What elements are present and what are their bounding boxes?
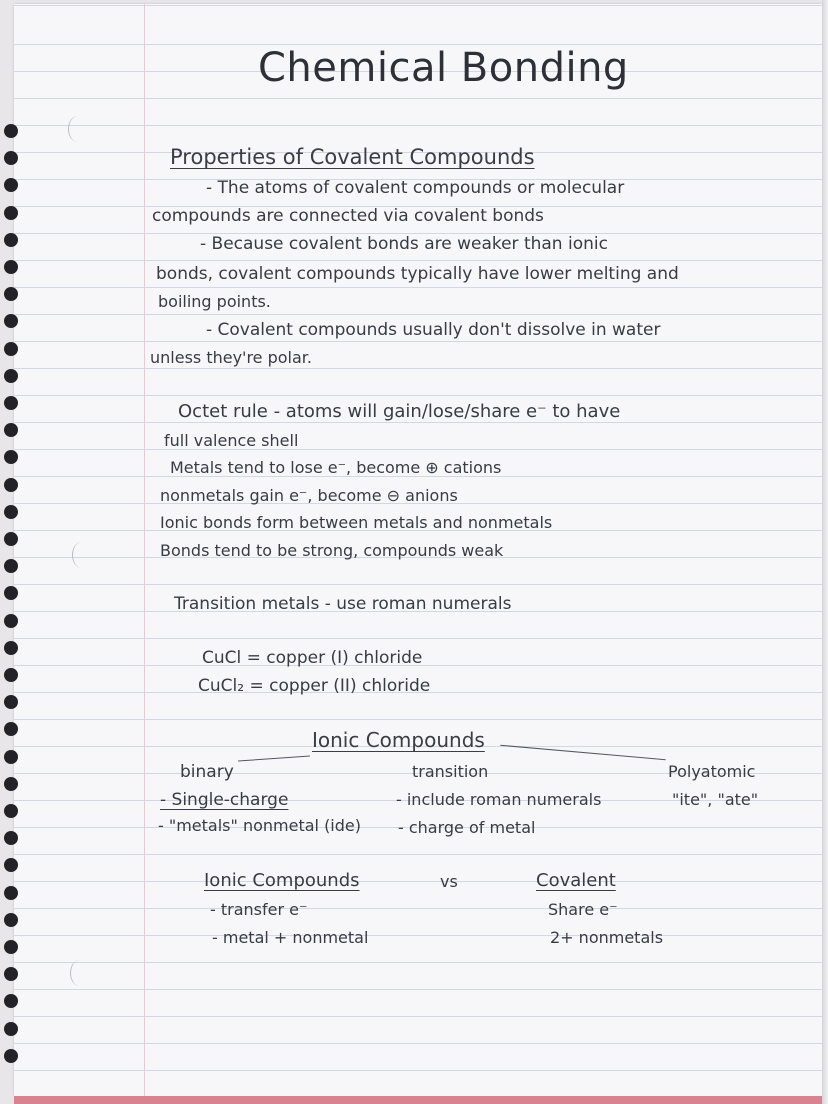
binder-hole bbox=[4, 233, 18, 247]
binder-hole bbox=[4, 858, 18, 872]
pencil-mark bbox=[68, 116, 87, 142]
page-title: Chemical Bonding bbox=[258, 45, 629, 91]
binder-hole bbox=[4, 668, 18, 682]
binder-holes bbox=[4, 124, 28, 1084]
binder-hole bbox=[4, 967, 18, 981]
ionic-detail: - transfer e⁻ bbox=[210, 900, 308, 919]
binder-hole bbox=[4, 831, 18, 845]
binder-hole bbox=[4, 994, 18, 1008]
binder-hole bbox=[4, 695, 18, 709]
binder-hole bbox=[4, 886, 18, 900]
naming-example: CuCl = copper (I) chloride bbox=[202, 648, 423, 668]
transition-detail: - include roman numerals bbox=[396, 790, 602, 809]
binder-hole bbox=[4, 586, 18, 600]
binder-hole bbox=[4, 559, 18, 573]
binder-hole bbox=[4, 178, 18, 192]
binder-hole bbox=[4, 396, 18, 410]
binder-hole bbox=[4, 777, 18, 791]
polyatomic-label: Polyatomic bbox=[668, 762, 756, 781]
binder-hole bbox=[4, 287, 18, 301]
binder-hole bbox=[4, 641, 18, 655]
comparison-covalent-heading: Covalent bbox=[536, 870, 616, 891]
covalent-line: - The atoms of covalent compounds or molecular bbox=[206, 178, 625, 198]
naming-example: CuCl₂ = copper (II) chloride bbox=[198, 676, 431, 696]
covalent-detail: Share e⁻ bbox=[548, 900, 618, 919]
covalent-heading: Properties of Covalent Compounds bbox=[170, 145, 535, 169]
octet-rule-line: full valence shell bbox=[164, 431, 299, 450]
ionic-detail: - metal + nonmetal bbox=[212, 928, 369, 947]
polyatomic-detail: "ite", "ate" bbox=[672, 790, 759, 809]
covalent-line: - Covalent compounds usually don't dissolve in water bbox=[206, 320, 661, 340]
octet-rule-line: Metals tend to lose e⁻, become ⊕ cations bbox=[170, 458, 502, 477]
comparison-ionic-heading: Ionic Compounds bbox=[204, 870, 360, 891]
binder-hole bbox=[4, 1049, 18, 1063]
margin-line bbox=[144, 4, 145, 1096]
binder-hole bbox=[4, 614, 18, 628]
binary-detail: - Single-charge bbox=[160, 790, 289, 810]
binder-hole bbox=[4, 369, 18, 383]
octet-rule-line: Ionic bonds form between metals and nonmetals bbox=[160, 513, 553, 532]
binary-detail: - "metals" nonmetal (ide) bbox=[158, 816, 361, 835]
ionic-tree-heading: Ionic Compounds bbox=[312, 728, 485, 752]
transition-detail: - charge of metal bbox=[398, 818, 536, 837]
page-edge bbox=[822, 0, 828, 1104]
page-bottom-edge bbox=[14, 1096, 822, 1104]
octet-rule-line: Octet rule - atoms will gain/lose/share e⁻ to have bbox=[178, 401, 621, 422]
binder-hole bbox=[4, 478, 18, 492]
binder-hole bbox=[4, 532, 18, 546]
binary-label: binary bbox=[180, 762, 234, 782]
binder-hole bbox=[4, 804, 18, 818]
binder-hole bbox=[4, 913, 18, 927]
binder-hole bbox=[4, 750, 18, 764]
binder-hole bbox=[4, 450, 18, 464]
binder-hole bbox=[4, 124, 18, 138]
pencil-mark bbox=[70, 960, 89, 986]
covalent-detail: 2+ nonmetals bbox=[550, 928, 664, 947]
binder-hole bbox=[4, 151, 18, 165]
binder-hole bbox=[4, 722, 18, 736]
covalent-line: compounds are connected via covalent bonds bbox=[152, 206, 544, 226]
transition-metals-line: Transition metals - use roman numerals bbox=[174, 594, 512, 614]
covalent-line: - Because covalent bonds are weaker than ionic bbox=[200, 234, 608, 254]
binder-hole bbox=[4, 342, 18, 356]
octet-rule-line: nonmetals gain e⁻, become ⊖ anions bbox=[160, 486, 458, 505]
binder-hole bbox=[4, 314, 18, 328]
covalent-line: bonds, covalent compounds typically have lower melting and bbox=[156, 264, 679, 284]
octet-rule-line: Bonds tend to be strong, compounds weak bbox=[160, 541, 504, 560]
binder-hole bbox=[4, 940, 18, 954]
covalent-line: unless they're polar. bbox=[150, 348, 312, 367]
binder-hole bbox=[4, 260, 18, 274]
transition-label: transition bbox=[412, 762, 489, 781]
comparison-vs: vs bbox=[440, 872, 458, 891]
covalent-line: boiling points. bbox=[158, 292, 271, 311]
binder-hole bbox=[4, 1022, 18, 1036]
binder-hole bbox=[4, 423, 18, 437]
binder-hole bbox=[4, 206, 18, 220]
binder-hole bbox=[4, 505, 18, 519]
pencil-mark bbox=[72, 542, 91, 568]
